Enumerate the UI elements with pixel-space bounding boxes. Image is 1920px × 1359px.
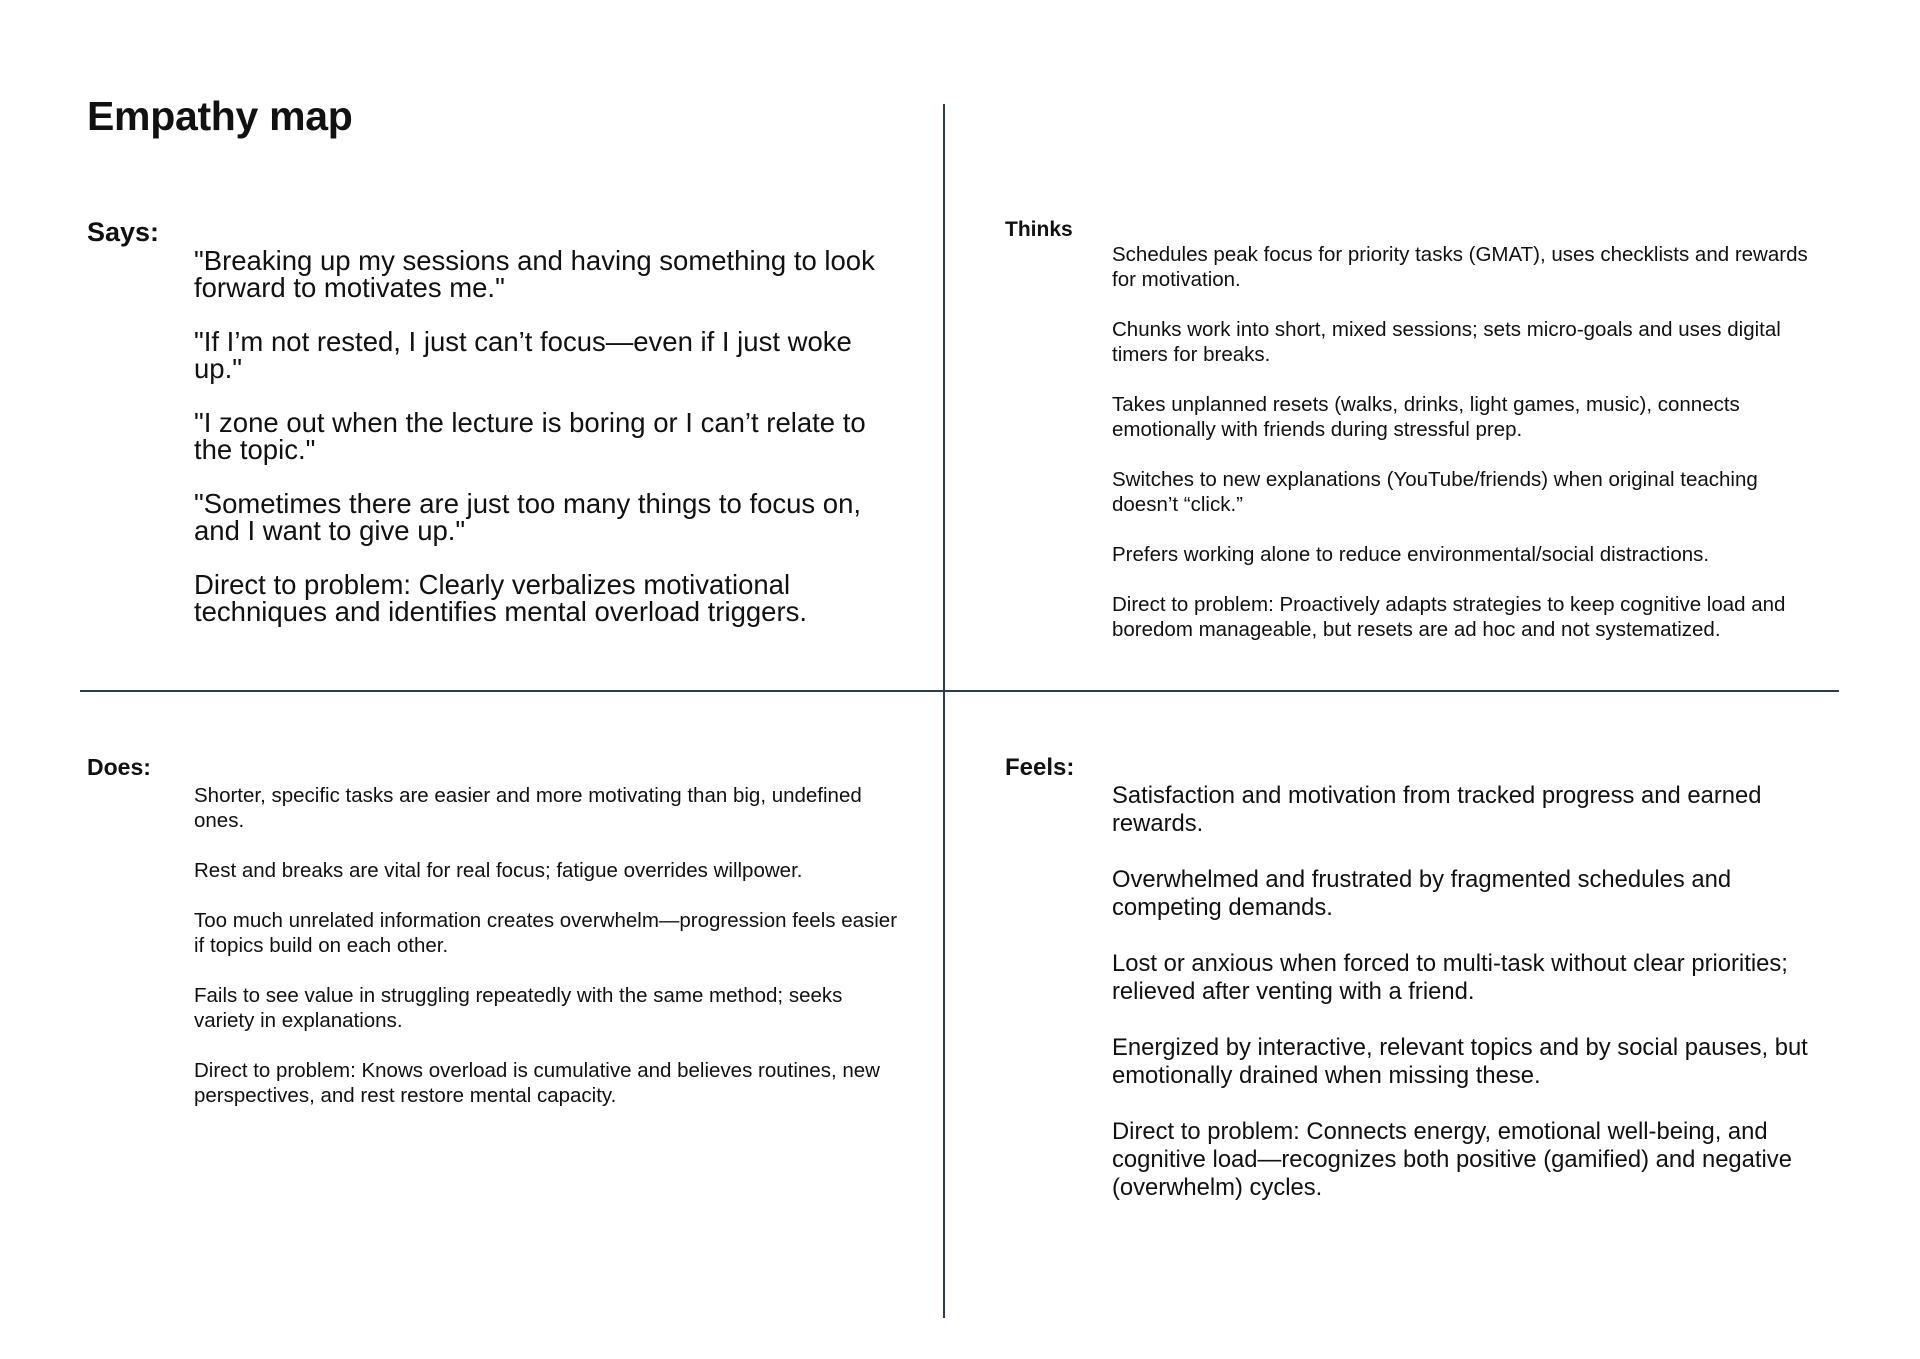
does-item: Too much unrelated information creates overwhelm—progression feels easier if topics build on each other. bbox=[194, 909, 898, 957]
does-item: Direct to problem: Knows overload is cumulative and believes routines, new perspectives, and rest restore mental capacity. bbox=[194, 1059, 880, 1107]
thinks-item: Prefers working alone to reduce environmental/social distractions. bbox=[1112, 543, 1710, 566]
feels-item: Overwhelmed and frustrated by fragmented schedules and competing demands. bbox=[1112, 866, 1732, 921]
says-item: Direct to problem: Clearly verbalizes motivational techniques and identifies mental overload triggers. bbox=[194, 569, 808, 627]
feels-list bbox=[1112, 782, 1812, 1202]
page-title: Empathy map bbox=[87, 93, 353, 139]
says-item: "Sometimes there are just too many things to focus on, and I want to give up." bbox=[194, 488, 862, 546]
thinks-item: Chunks work into short, mixed sessions; sets micro-goals and uses digital timers for breaks. bbox=[1112, 318, 1781, 366]
vertical-divider bbox=[943, 104, 945, 1318]
feels-item: Satisfaction and motivation from tracked progress and earned rewards. bbox=[1112, 782, 1762, 837]
does-item: Fails to see value in struggling repeatedly with the same method; seeks variety in explanations. bbox=[194, 984, 843, 1032]
says-item: "Breaking up my sessions and having something to look forward to motivates me." bbox=[194, 245, 875, 303]
does-label: Does: bbox=[87, 754, 151, 780]
does-item: Rest and breaks are vital for real focus; fatigue overrides willpower. bbox=[194, 859, 803, 882]
does-item: Shorter, specific tasks are easier and more motivating than big, undefined ones. bbox=[194, 784, 862, 832]
feels-item: Direct to problem: Connects energy, emotional well-being, and cognitive load—recognizes both positive (gamified) and negative (overwhelm) cycles. bbox=[1112, 1118, 1792, 1201]
does-list bbox=[194, 783, 904, 1108]
says-item: "I zone out when the lecture is boring or I can’t relate to the topic." bbox=[194, 407, 866, 465]
says-item: "If I’m not rested, I just can’t focus—even if I just woke up." bbox=[194, 326, 852, 384]
thinks-item: Schedules peak focus for priority tasks (GMAT), uses checklists and rewards for motivation. bbox=[1112, 243, 1808, 291]
thinks-label: Thinks bbox=[1005, 218, 1073, 241]
thinks-list bbox=[1112, 242, 1824, 642]
says-label: Says: bbox=[87, 217, 160, 247]
thinks-item: Switches to new explanations (YouTube/friends) when original teaching doesn’t “click.” bbox=[1112, 468, 1758, 516]
feels-label: Feels: bbox=[1005, 754, 1075, 781]
feels-item: Energized by interactive, relevant topics and by social pauses, but emotionally drained when missing these. bbox=[1112, 1034, 1808, 1089]
feels-item: Lost or anxious when forced to multi-task without clear priorities; relieved after venting with a friend. bbox=[1112, 950, 1788, 1005]
thinks-item: Direct to problem: Proactively adapts strategies to keep cognitive load and boredom manageable, but resets are ad hoc and not systematized. bbox=[1112, 593, 1786, 641]
says-list bbox=[194, 247, 894, 625]
horizontal-divider bbox=[80, 690, 1839, 692]
thinks-item: Takes unplanned resets (walks, drinks, light games, music), connects emotionally with friends during stressful prep. bbox=[1112, 393, 1740, 441]
